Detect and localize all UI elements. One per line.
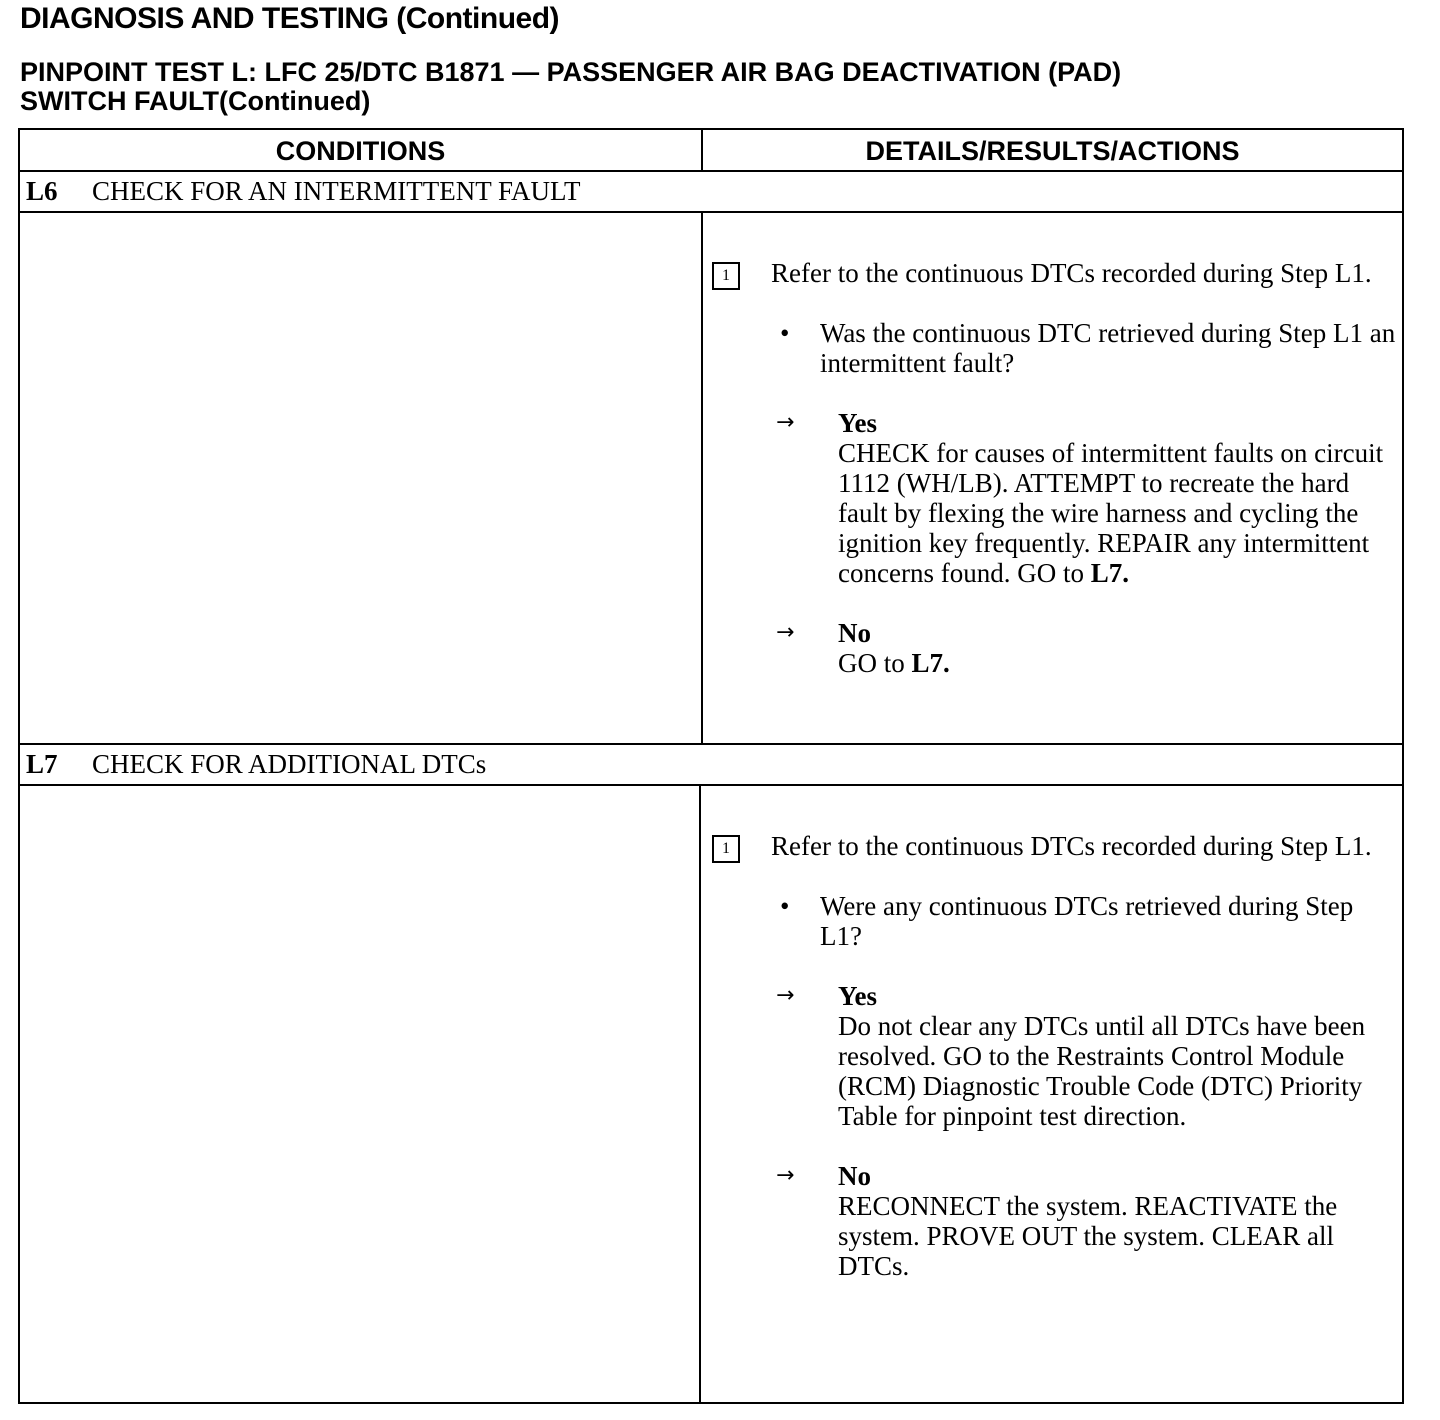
pinpoint-test-title (20, 58, 1410, 116)
column-divider (699, 784, 701, 1404)
result-no (776, 618, 1400, 678)
row-divider (20, 784, 1402, 786)
question-item (780, 891, 1400, 951)
step-title: CHECK FOR AN INTERMITTENT FAULT (92, 176, 581, 206)
details-column-header: DETAILS/RESULTS/ACTIONS (865, 136, 1240, 166)
result-yes (776, 408, 1400, 588)
step-id: L7 (26, 749, 58, 779)
column-divider (701, 211, 703, 743)
column-divider (701, 130, 703, 170)
step-row-l7 (26, 745, 486, 783)
arrow-right-icon: → (776, 983, 795, 1008)
bullet-icon: • (780, 891, 790, 921)
row-divider (20, 211, 1402, 213)
pinpoint-test-title-line1: PINPOINT TEST L: LFC 25/DTC B1871 — PASSENGER AIR BAG DEACTIVATION (PAD) (20, 57, 1122, 87)
step-row-l6 (26, 172, 581, 210)
question-item (780, 318, 1400, 378)
instruction-text: Refer to the continuous DTCs recorded during Step L1. (771, 258, 1372, 288)
step-title: CHECK FOR ADDITIONAL DTCs (92, 749, 487, 779)
pinpoint-test-title-line2: SWITCH FAULT(Continued) (20, 86, 371, 116)
step-l7-details (710, 831, 1400, 1281)
result-no-text: RECONNECT the system. REACTIVATE the system. PROVE OUT the system. CLEAR all DTCs. (838, 1191, 1338, 1281)
bullet-icon: • (780, 318, 790, 348)
result-no-text: GO to L7. (838, 648, 950, 678)
arrow-right-icon: → (776, 1163, 795, 1188)
result-yes-text: CHECK for causes of intermittent faults on circuit 1112 (WH/LB). ATTEMPT to recreate the hard fault by flexing the wire harness and cycling the ignition key frequently. REPAIR any intermittent concerns found. GO to L7. (838, 438, 1384, 588)
section-title: DIAGNOSIS AND TESTING (Continued) (20, 2, 560, 35)
pinpoint-test-table (18, 128, 1404, 1404)
result-yes-label: Yes (838, 408, 877, 438)
substep-number-box: 1 (712, 262, 740, 290)
question-text: Were any continuous DTCs retrieved during Step L1? (820, 891, 1354, 951)
arrow-right-icon: → (776, 410, 795, 435)
arrow-right-icon: → (776, 620, 795, 645)
result-yes-label: Yes (838, 981, 877, 1011)
result-yes-text: Do not clear any DTCs until all DTCs have been resolved. GO to the Restraints Control Module (RCM) Diagnostic Trouble Code (DTC) Priority Table for pinpoint test direction. (838, 1011, 1366, 1131)
result-no (776, 1161, 1400, 1281)
result-no-label: No (838, 618, 871, 648)
instruction-text: Refer to the continuous DTCs recorded during Step L1. (771, 831, 1372, 861)
result-yes (776, 981, 1400, 1131)
substep-number-box: 1 (712, 835, 740, 863)
step-id: L6 (26, 176, 58, 206)
question-text: Was the continuous DTC retrieved during Step L1 an intermittent fault? (820, 318, 1396, 378)
goto-step-ref: L7. (911, 648, 950, 678)
result-no-label: No (838, 1161, 871, 1191)
goto-step-ref: L7. (1090, 558, 1129, 588)
step-l6-details (710, 258, 1400, 678)
conditions-column-header: CONDITIONS (275, 136, 446, 166)
